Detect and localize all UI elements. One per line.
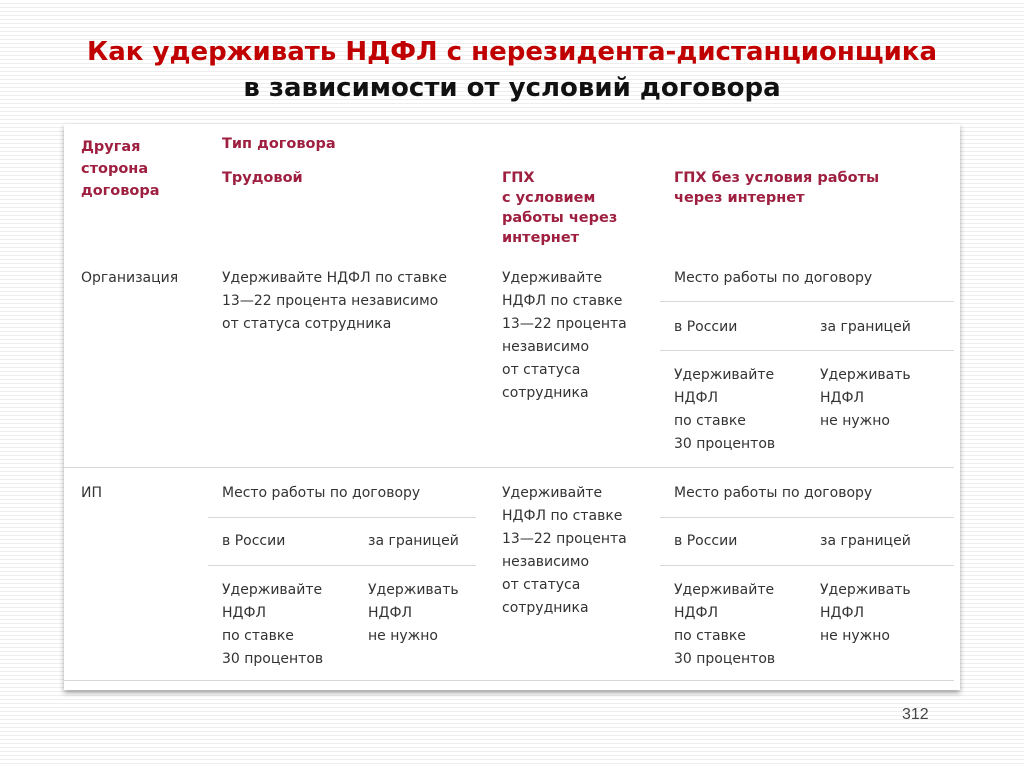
row-organization-abroad-label: за границей <box>820 319 911 335</box>
row-organization-abroad-value: Удерживать НДФЛ не нужно <box>820 367 911 429</box>
slide-title-line-1: Как удерживать НДФЛ с нерезидента-дистанционщика <box>87 37 937 67</box>
divider <box>208 517 476 518</box>
row-ip-gph-place-label: Место работы по договору <box>674 485 873 501</box>
ndfl-table <box>64 124 960 690</box>
row-ip-abroad-label: за границей <box>368 533 459 549</box>
row-organization-place-label: Место работы по договору <box>674 270 873 286</box>
row-ip-gph-russia-label: в России <box>674 533 738 549</box>
row-divider <box>64 680 954 681</box>
row-ip-party: ИП <box>81 485 102 501</box>
row-organization-russia-label: в России <box>674 319 738 335</box>
header-gph-no-internet: ГПХ без условия работы через интернет <box>674 170 880 206</box>
row-ip-russia-value: Удерживайте НДФЛ по ставке 30 процентов <box>222 582 324 667</box>
row-ip-gph-abroad-value: Удерживать НДФЛ не нужно <box>820 582 911 644</box>
slide-title <box>0 34 1024 106</box>
divider <box>660 350 954 351</box>
row-divider <box>64 467 954 468</box>
row-organization-gph-internet: Удерживайте НДФЛ по ставке 13—22 процента независимо от статуса сотрудника <box>502 270 627 401</box>
row-organization-russia-value: Удерживайте НДФЛ по ставке 30 процентов <box>674 367 776 452</box>
page-number: 312 <box>902 706 929 723</box>
divider <box>660 301 954 302</box>
header-labor: Трудовой <box>222 170 303 186</box>
row-ip-gph-russia-value: Удерживайте НДФЛ по ставке 30 процентов <box>674 582 776 667</box>
divider <box>660 565 954 566</box>
row-organization-party: Организация <box>81 270 179 286</box>
header-other-party: Другая сторона договора <box>81 139 160 199</box>
row-ip-gph-abroad-label: за границей <box>820 533 911 549</box>
row-ip-abroad-value: Удерживать НДФЛ не нужно <box>368 582 459 644</box>
divider <box>208 565 476 566</box>
header-gph-internet: ГПХ с условием работы через интернет <box>502 170 618 246</box>
row-ip-place-label: Место работы по договору <box>222 485 421 501</box>
divider <box>660 517 954 518</box>
row-organization-labor: Удерживайте НДФЛ по ставке 13—22 процента независимо от статуса сотрудника <box>222 270 447 332</box>
row-ip-gph-internet: Удерживайте НДФЛ по ставке 13—22 процента независимо от статуса сотрудника <box>502 485 627 616</box>
slide-title-line-2: в зависимости от условий договора <box>243 73 781 103</box>
header-contract-type: Тип договора <box>222 136 336 152</box>
row-ip-russia-label: в России <box>222 533 286 549</box>
